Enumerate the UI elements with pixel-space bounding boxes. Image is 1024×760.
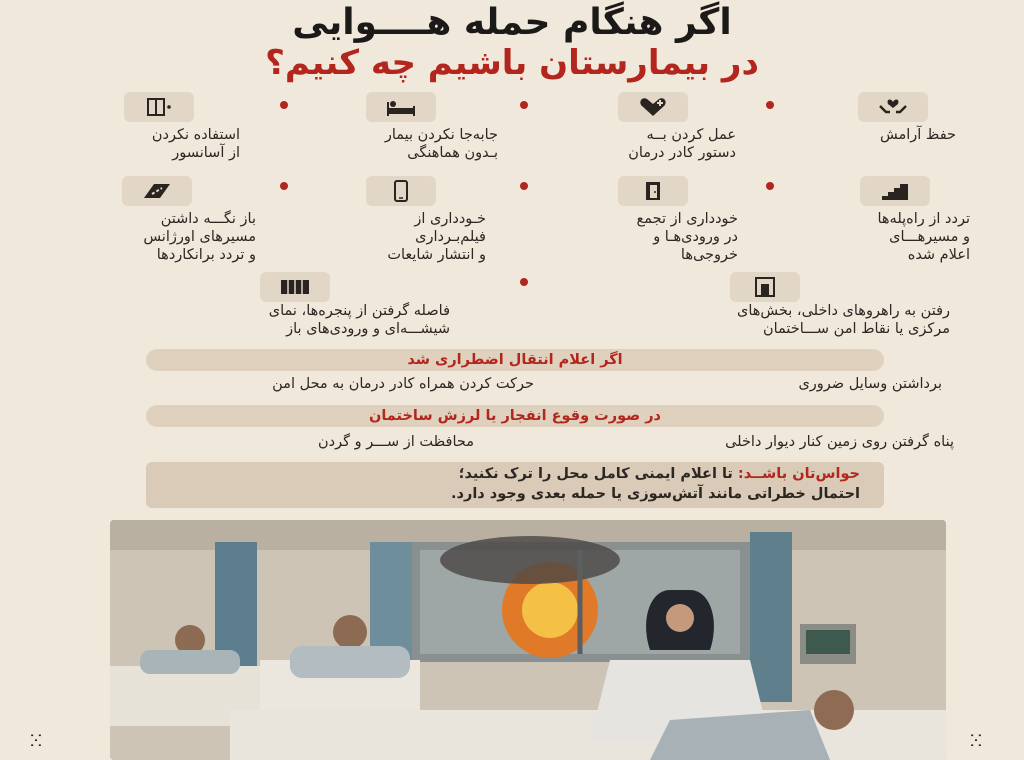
- tip-text: خودداری از تجمع در ورودی‌هـا و خروجی‌ها: [636, 211, 738, 263]
- explosion-item-take-cover: پناه گرفتن روی زمین کنار دیوار داخلی: [725, 434, 954, 450]
- warning-box: [146, 462, 884, 508]
- phone-icon: [366, 176, 436, 206]
- section-heading-evacuation: اگر اعلام انتقال اضطراری شد: [146, 349, 884, 371]
- tip-keep-paths-open: [60, 176, 270, 263]
- divider-dot: [520, 182, 528, 190]
- tip-text: فاصله گرفتن از پنجره‌ها، نمای شیشـــه‌ای و ورودی‌های باز: [268, 303, 450, 337]
- stairs-icon: [860, 176, 930, 206]
- warning-label: حواس‌تان باشــد:: [737, 466, 860, 482]
- hospital-illustration: [110, 520, 946, 760]
- tip-stay-calm: [770, 92, 970, 152]
- tip-text: خـودداری از فیلم‌بـرداری و انتشار شایعات: [387, 211, 486, 263]
- divider-dot: [766, 101, 774, 109]
- warning-line-1: [459, 466, 860, 482]
- divider-dot: [520, 101, 528, 109]
- divider-dot: [280, 101, 288, 109]
- title-line-2: در بیمارستان باشیم چه کنیم؟: [265, 43, 759, 83]
- explosion-item-protect-head: محافظت از ســـر و گردن: [318, 434, 474, 450]
- hands-heart-icon: [858, 92, 928, 122]
- divider-dot: [280, 182, 288, 190]
- warning-line-2: احتمال خطراتی مانند آتش‌سوزی یا حمله بعدی وجود دارد.: [451, 486, 860, 502]
- divider-dot: [520, 278, 528, 286]
- tip-no-move-patient: [296, 92, 506, 161]
- elevator-icon: [124, 92, 194, 122]
- tip-no-gathering: [540, 176, 750, 263]
- tip-text: عمل کردن بــه دستور کادر درمان: [628, 127, 736, 161]
- corner-mark-left: ⵘ: [30, 731, 42, 750]
- patient-bed-icon: [366, 92, 436, 122]
- tip-text: حفظ آرامش: [880, 127, 956, 143]
- tip-text: استفاده نکردن از آسانسور: [151, 127, 240, 161]
- section-heading-explosion: در صورت وقوع انفجار یا لرزش ساختمان: [146, 405, 884, 427]
- tip-inner-corridors: [560, 272, 960, 342]
- tip-away-from-windows: [120, 272, 460, 342]
- divider-dot: [766, 182, 774, 190]
- medical-heart-icon: [618, 92, 688, 122]
- tip-text: باز نگـــه داشتن مسیرهای اورژانس و تردد برانکاردها: [143, 211, 256, 263]
- tip-use-stairs: [780, 176, 976, 263]
- warning-text-1: تا اعلام ایمنی کامل محل را ترک نکنید؛: [458, 466, 733, 482]
- tip-no-elevator: [60, 92, 260, 161]
- corner-mark-right: ⵘ: [970, 731, 982, 750]
- tip-text: تردد از راه‌پله‌ها و مسیرهـــای اعلام شده: [877, 211, 970, 263]
- road-path-icon: [122, 176, 192, 206]
- tip-text: رفتن به راهروهای داخلی، بخش‌های مرکزی یا نقاط امن ســـاختمان: [737, 303, 950, 337]
- window-icon: [260, 272, 330, 302]
- title-line-1: اگر هنگام حمله هــــوایی: [292, 2, 732, 43]
- tip-text: جابه‌جا نکردن بیمار بـدون هماهنگی: [384, 127, 498, 161]
- safe-zone-icon: [730, 272, 800, 302]
- tip-no-filming: [296, 176, 506, 263]
- exit-door-icon: [618, 176, 688, 206]
- tip-follow-staff: [540, 92, 750, 161]
- evacuation-item-move-with-staff: حرکت کردن همراه کادر درمان به محل امن: [272, 376, 534, 392]
- evacuation-item-essentials: برداشتن وسایل ضروری: [798, 376, 942, 392]
